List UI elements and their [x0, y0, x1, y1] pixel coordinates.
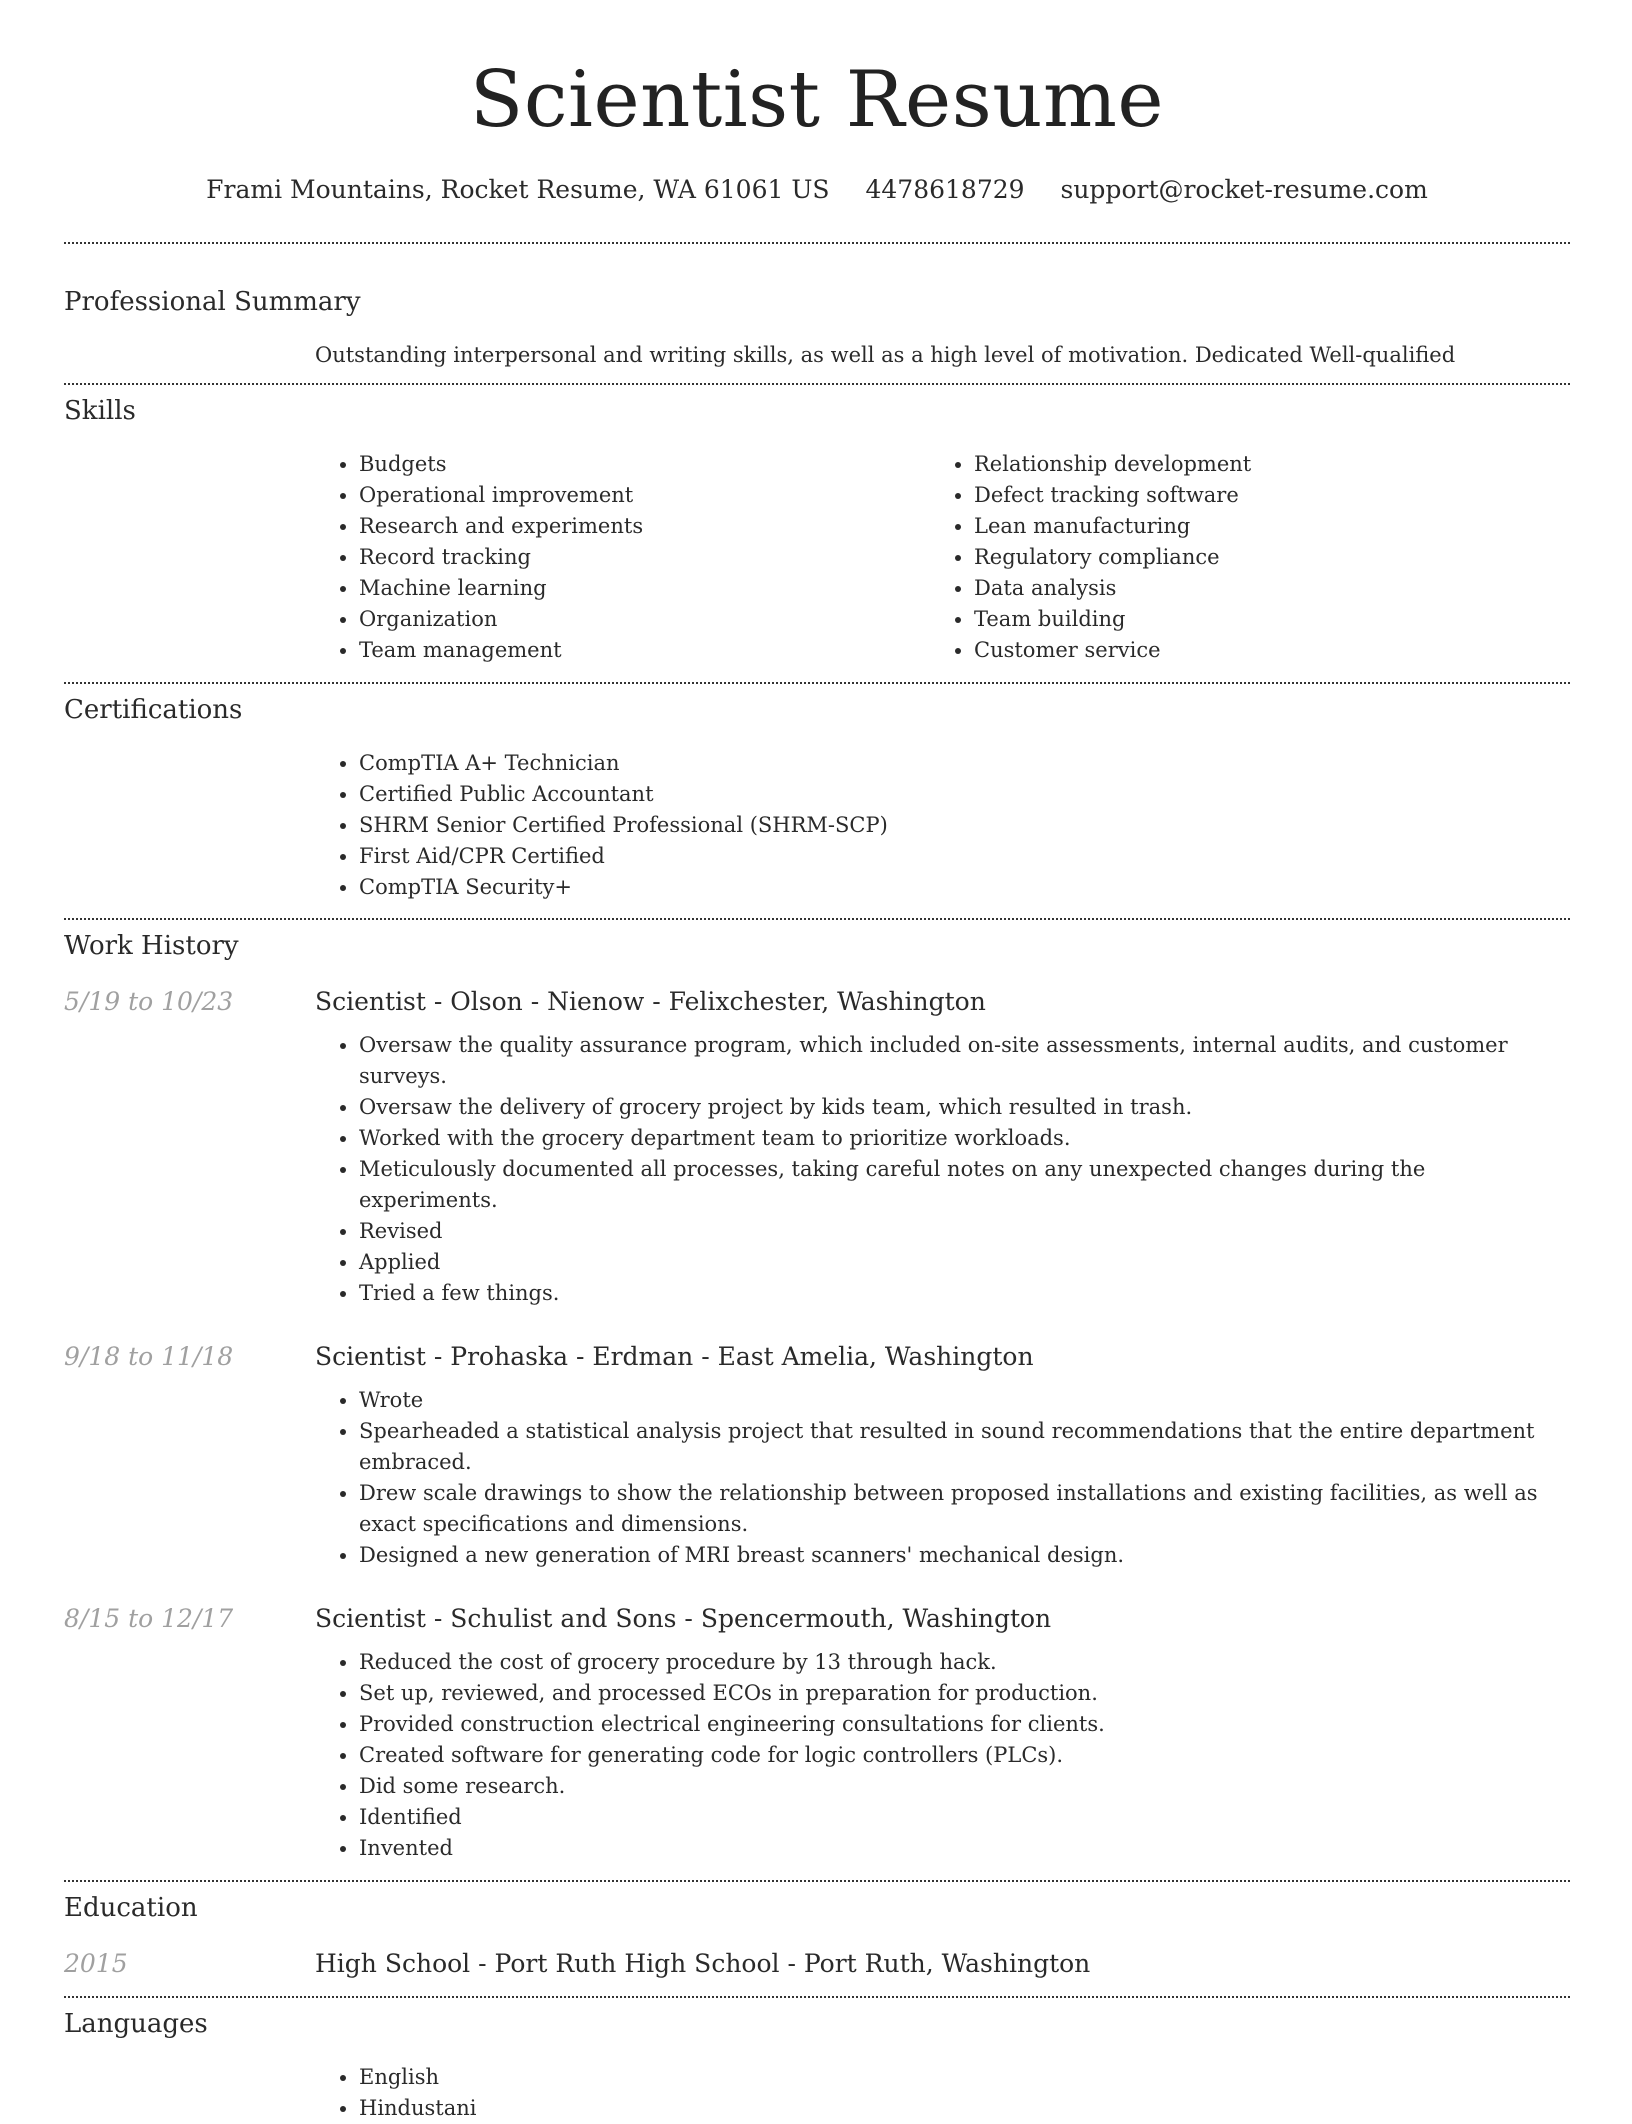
section-divider [64, 383, 1570, 385]
contact-phone: 4478618729 [865, 175, 1025, 204]
job-entry [64, 1601, 1570, 1864]
certifications-list [315, 748, 1570, 903]
contact-line [64, 172, 1570, 208]
job-bullet: • Worked with the grocery department team to prioritize workloads. [359, 1123, 1570, 1154]
resume-page [64, 0, 1570, 2124]
job-bullet: • Tried a few things. [359, 1278, 1570, 1309]
summary-heading: Professional Summary [64, 287, 361, 317]
certification-item: • First Aid/CPR Certified [359, 841, 1570, 872]
skill-item: • Team building [974, 604, 1545, 635]
section-divider [64, 242, 1570, 244]
job-title: Scientist - Olson - Nienow - Felixchester, Washington [315, 987, 986, 1016]
job-bullet: • Identified [359, 1802, 1570, 1833]
job-bullet: • Invented [359, 1833, 1570, 1864]
section-divider [64, 1880, 1570, 1882]
job-bullet: • Set up, reviewed, and processed ECOs in preparation for production. [359, 1678, 1570, 1709]
languages-heading: Languages [64, 2009, 208, 2039]
job-date: 9/18 to 11/18 [64, 1342, 234, 1371]
skill-item: • Team management [359, 635, 930, 666]
job-title: Scientist - Schulist and Sons - Spencermouth, Washington [315, 1604, 1052, 1633]
skill-item: • Operational improvement [359, 480, 930, 511]
job-bullet: • Provided construction electrical engineering consultations for clients. [359, 1709, 1570, 1740]
certification-item: • CompTIA A+ Technician [359, 748, 1570, 779]
skill-item: • Defect tracking software [974, 480, 1545, 511]
job-bullets [315, 1030, 1570, 1309]
skill-item: • Regulatory compliance [974, 542, 1545, 573]
job-bullet: • Wrote [359, 1385, 1570, 1416]
job-bullet: • Meticulously documented all processes, taking careful notes on any unexpected changes during the experiments. [359, 1154, 1570, 1216]
language-item: • Hindustani [359, 2093, 1570, 2124]
skill-item: • Data analysis [974, 573, 1545, 604]
skills-list [315, 449, 1570, 666]
job-entry [64, 1339, 1570, 1571]
job-bullet: • Drew scale drawings to show the relationship between proposed installations and existing facilities, as well as exact specifications and dimensions. [359, 1478, 1570, 1540]
contact-email: support@rocket-resume.com [1060, 175, 1428, 204]
languages-list [315, 2062, 1570, 2124]
job-bullet: • Oversaw the quality assurance program, which included on-site assessments, internal audits, and customer surveys. [359, 1030, 1570, 1092]
skill-item: • Organization [359, 604, 930, 635]
job-entry [64, 984, 1570, 1309]
skill-item: • Machine learning [359, 573, 930, 604]
resume-title: Scientist Resume [469, 55, 1165, 145]
job-date: 8/15 to 12/17 [64, 1604, 234, 1633]
skill-item: • Record tracking [359, 542, 930, 573]
job-bullets [315, 1647, 1570, 1864]
education-title: High School - Port Ruth High School - Port Ruth, Washington [315, 1949, 1091, 1978]
skill-item: • Customer service [974, 635, 1545, 666]
job-bullet: • Did some research. [359, 1771, 1570, 1802]
job-bullet: • Spearheaded a statistical analysis project that resulted in sound recommendations that the entire department embraced. [359, 1416, 1570, 1478]
skill-item: • Budgets [359, 449, 930, 480]
section-divider [64, 682, 1570, 684]
job-bullet: • Oversaw the delivery of grocery project by kids team, which resulted in trash. [359, 1092, 1570, 1123]
job-date: 5/19 to 10/23 [64, 987, 234, 1016]
section-divider [64, 1996, 1570, 1998]
certifications-heading: Certifications [64, 695, 243, 725]
job-bullet: • Revised [359, 1216, 1570, 1247]
skills-heading: Skills [64, 396, 136, 426]
skills-column-left [315, 449, 930, 666]
skill-item: • Research and experiments [359, 511, 930, 542]
certification-item: • CompTIA Security+ [359, 872, 1570, 903]
certification-item: • Certified Public Accountant [359, 779, 1570, 810]
work-history-heading: Work History [64, 931, 239, 961]
job-bullet: • Designed a new generation of MRI breast scanners' mechanical design. [359, 1540, 1570, 1571]
job-title: Scientist - Prohaska - Erdman - East Amelia, Washington [315, 1342, 1034, 1371]
job-bullets [315, 1385, 1570, 1571]
skill-item: • Relationship development [974, 449, 1545, 480]
contact-address: Frami Mountains, Rocket Resume, WA 61061 US [206, 175, 830, 204]
certification-item: • SHRM Senior Certified Professional (SHRM-SCP) [359, 810, 1570, 841]
summary-text: Outstanding interpersonal and writing skills, as well as a high level of motivation. Dedicated Well-qualified [315, 343, 1456, 367]
job-bullet: • Created software for generating code for logic controllers (PLCs). [359, 1740, 1570, 1771]
education-date: 2015 [64, 1949, 128, 1978]
job-bullet: • Reduced the cost of grocery procedure by 13 through hack. [359, 1647, 1570, 1678]
education-entry [64, 1946, 1570, 1982]
section-divider [64, 918, 1570, 920]
job-bullet: • Applied [359, 1247, 1570, 1278]
skills-column-right [930, 449, 1545, 666]
education-heading: Education [64, 1893, 198, 1923]
language-item: • English [359, 2062, 1570, 2093]
skill-item: • Lean manufacturing [974, 511, 1545, 542]
